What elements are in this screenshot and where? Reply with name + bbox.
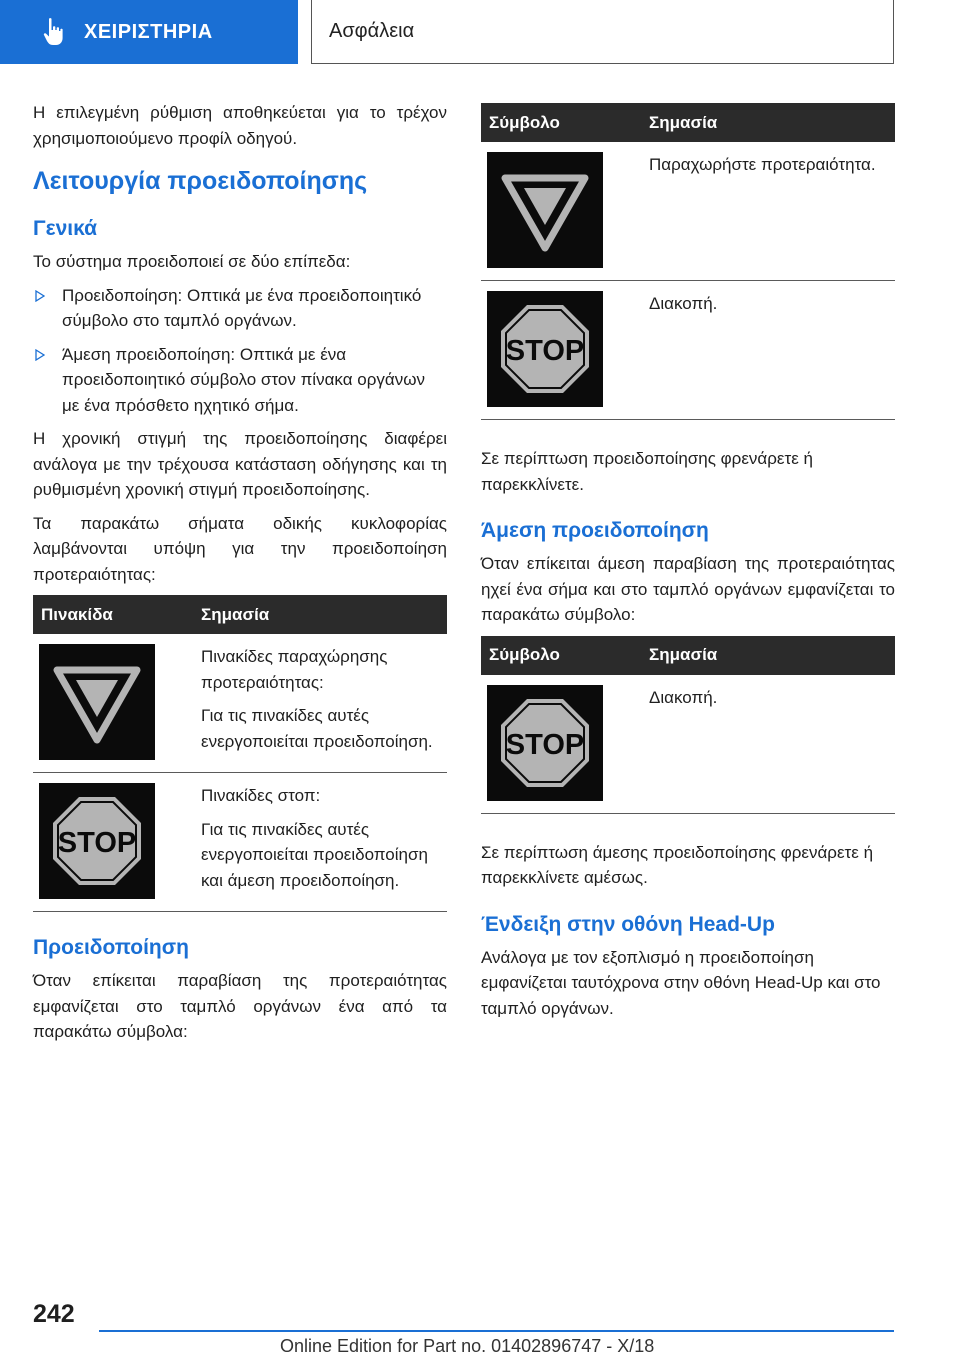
cell-text: Για τις πινακίδες αυτές ενεργοποιείται προειδοποίηση.: [201, 706, 433, 751]
hud-paragraph: Ανάλογα με τον εξοπλισμό η προειδοποίηση εμφανίζεται ταυτόχρονα στην οθόνη Head-Up και στο ταμπλό οργάνων.: [481, 947, 881, 1018]
section-title: Ασφάλεια: [311, 0, 894, 64]
immediate-paragraph: Όταν επίκειται άμεση παραβίαση της προτεραιότητας ηχεί ένα σήμα και στο ταμπλό οργάνων εμφανίζεται το παρακάτω σύμβολο:: [481, 554, 895, 624]
table-header-meaning: Σημασία: [641, 103, 895, 142]
yield-sign-icon: [39, 644, 155, 760]
table-header-sign: Πινακίδα: [33, 595, 193, 634]
triangle-bullet-icon: [35, 349, 45, 361]
warning-levels-list: [33, 283, 447, 419]
heading-warning-function: Λειτουργία προειδοποίησης: [33, 167, 368, 195]
page-number: 242: [33, 1300, 75, 1328]
list-item-text: Προειδοποίηση: Οπτικά με ένα προειδοποιητικό σύμβολο στο ταμπλό οργάνων.: [62, 285, 422, 330]
list-item: [33, 342, 447, 419]
general-paragraph: Το σύστημα προειδοποιεί σε δύο επίπεδα:: [33, 252, 351, 271]
warning-paragraph: Όταν επίκειται παραβίαση της προτεραιότητας εμφανίζεται στο ταμπλό οργάνων ένα από τα παρακάτω σύμβολα:: [33, 971, 447, 1041]
stop-sign-icon: [487, 685, 603, 801]
symbols-table-warning: [481, 103, 895, 420]
table-header-meaning: Σημασία: [193, 595, 447, 634]
footer-rule: [99, 1330, 894, 1332]
cell-text: Πινακίδες παραχώρησης προτεραιότητας:: [201, 647, 388, 692]
hand-pointer-icon: [42, 17, 68, 47]
table-row: [481, 142, 895, 281]
cell-text: Διακοπή.: [649, 294, 718, 313]
list-item: [33, 283, 447, 334]
list-item-text: Άμεση προειδοποίηση: Οπτικά με ένα προειδοποιητικό σύμβολο στον πίνακα οργάνων με ένα πρόσθετο ηχητικό σήμα.: [62, 344, 425, 415]
heading-immediate-warning: Άμεση προειδοποίηση: [481, 519, 709, 542]
table-row: [33, 773, 447, 912]
svg-text:STOP: STOP: [505, 728, 585, 761]
table-header-symbol: Σύμβολο: [481, 636, 641, 675]
after-table2-paragraph: Σε περίπτωση άμεσης προειδοποίησης φρενάρετε ή παρεκκλίνετε αμέσως.: [481, 842, 874, 887]
signs-table: [33, 595, 447, 912]
table-row: [481, 675, 895, 814]
chapter-tab-label: ΧΕΙΡΙΣΤΗΡΙΑ: [84, 20, 213, 43]
cell-text: Για τις πινακίδες αυτές ενεργοποιείται προειδοποίηση και άμεση προειδοποίηση.: [201, 819, 428, 890]
svg-text:STOP: STOP: [505, 335, 585, 367]
symbols-table-immediate: [481, 636, 895, 814]
cell-text: Παραχωρήστε προτεραιότητα.: [649, 155, 876, 174]
chapter-tab[interactable]: [0, 0, 298, 64]
right-column: [481, 103, 895, 1029]
stop-sign-icon: [39, 783, 155, 899]
left-column: [33, 100, 447, 1053]
cell-text: Διακοπή.: [649, 687, 718, 707]
table-header-symbol: Σύμβολο: [481, 103, 641, 142]
cell-text: Πινακίδες στοπ:: [201, 786, 321, 805]
table-row: [481, 281, 895, 420]
signs-paragraph: Τα παρακάτω σήματα οδικής κυκλοφορίας λαμβάνονται υπόψη για την προειδοποίηση προτεραιότητας:: [33, 513, 447, 584]
svg-text:STOP: STOP: [57, 827, 137, 859]
yield-sign-icon: [487, 152, 603, 268]
after-table1-paragraph: Σε περίπτωση προειδοποίησης φρενάρετε ή παρεκκλίνετε.: [481, 449, 813, 494]
heading-general: Γενικά: [33, 217, 98, 240]
timing-paragraph: Η χρονική στιγμή της προειδοποίησης διαφέρει ανάλογα με την τρέχουσα κατάσταση οδήγησης και τη ρυθμισμένη χρονική στιγμή προειδοποίησης.: [33, 429, 447, 499]
stop-sign-icon: [487, 291, 603, 407]
triangle-bullet-icon: [35, 290, 45, 302]
table-row: [33, 634, 447, 773]
heading-hud: Ένδειξη στην οθόνη Head-Up: [481, 912, 775, 936]
intro-paragraph: Η επιλεγμένη ρύθμιση αποθηκεύεται για το τρέχον χρησιμοποιούμενο προφίλ οδηγού.: [33, 103, 447, 148]
table-header-meaning: Σημασία: [641, 636, 895, 675]
heading-warning: Προειδοποίηση: [33, 936, 189, 959]
footer-edition-text: Online Edition for Part no. 01402896747 - X/18: [280, 1336, 655, 1356]
